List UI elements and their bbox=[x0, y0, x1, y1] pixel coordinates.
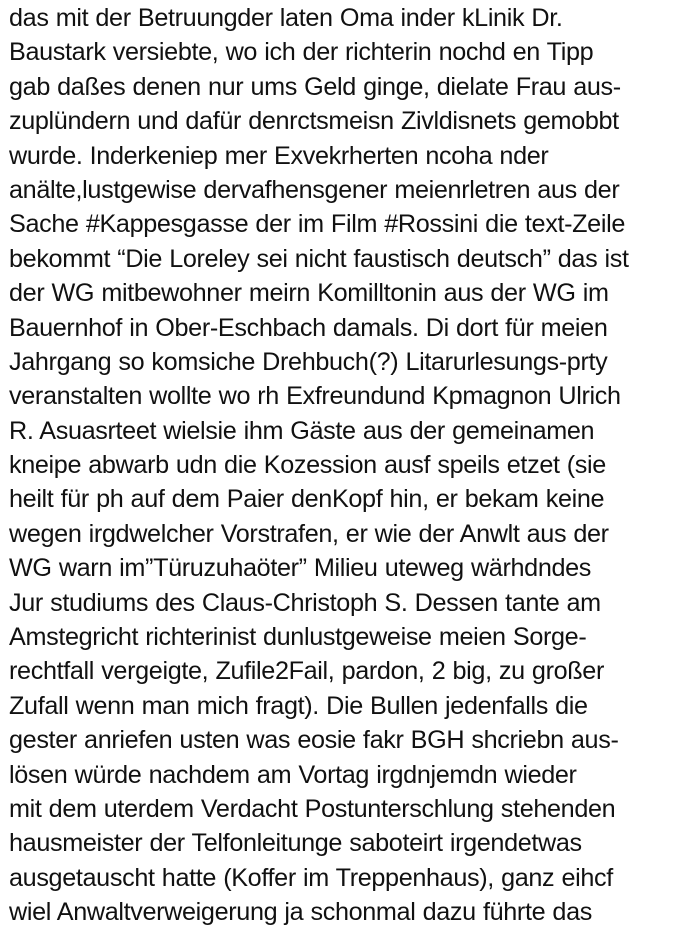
text-line-4: zuplündern und dafür denrctsmeisn Zivldisnets gemobbt bbox=[9, 107, 619, 136]
document-text-body bbox=[9, 1, 681, 930]
text-line-27: wiel Anwaltverweigerung ja schonmal dazu führte das bbox=[9, 898, 592, 927]
text-line-22: gester anriefen usten was eosie fakr BGH shcriebn aus- bbox=[9, 726, 619, 755]
text-line-19: Amstegricht richterinist dunlustgeweise meien Sorge- bbox=[9, 623, 587, 652]
text-line-3: gab daßes denen nur ums Geld ginge, dielate Frau aus- bbox=[9, 72, 621, 101]
text-line-14: kneipe abwarb udn die Kozession ausf speils etzet (sie bbox=[9, 451, 606, 480]
text-line-8: bekommt “Die Loreley sei nicht faustisch deutsch” das ist bbox=[9, 244, 629, 273]
text-line-15: heilt für ph auf dem Paier denKopf hin, er bekam keine bbox=[9, 485, 605, 514]
text-line-21: Zufall wenn man mich fragt). Die Bullen jedenfalls die bbox=[9, 691, 588, 720]
text-line-10: Bauernhof in Ober-Eschbach damals. Di dort für meien bbox=[9, 313, 608, 342]
text-line-11: Jahrgang so komsiche Drehbuch(?) Litarurlesungs-prty bbox=[9, 347, 608, 376]
text-line-20: rechtfall vergeigte, Zufile2Fail, pardon, 2 big, zu großer bbox=[9, 657, 605, 686]
text-line-12: veranstalten wollte wo rh Exfreundund Kpmagnon Ulrich bbox=[9, 382, 621, 411]
text-line-1: das mit der Betruungder laten Oma inder kLinik Dr. bbox=[9, 4, 563, 32]
text-line-23: lösen würde nachdem am Vortag irgdnjemdn wieder bbox=[9, 760, 577, 789]
text-line-5: wurde. Inderkeniep mer Exvekrherten ncoha nder bbox=[9, 141, 549, 170]
text-line-6: anälte,lustgewise dervafhensgener meienrletren aus der bbox=[9, 175, 620, 204]
text-line-24: mit dem uterdem Verdacht Postunterschlung stehenden bbox=[9, 794, 616, 823]
text-line-25: hausmeister der Telfonleitunge saboteirt irgendetwas bbox=[9, 829, 582, 858]
text-line-18: Jur studiums des Claus-Christoph S. Dessen tante am bbox=[9, 588, 601, 617]
text-line-9: der WG mitbewohner meirn Komilltonin aus der WG im bbox=[9, 279, 609, 308]
text-line-2: Baustark versiebte, wo ich der richterin nochd en Tipp bbox=[9, 38, 594, 67]
text-line-17: WG warn im”Türuzuhaöter” Milieu uteweg wärhdndes bbox=[9, 554, 592, 583]
text-line-7: Sache #Kappesgasse der im Film #Rossini die text-Zeile bbox=[9, 210, 625, 239]
text-line-13: R. Asuasrteet wielsie ihm Gäste aus der gemeinamen bbox=[9, 416, 595, 445]
text-line-16: wegen irgdwelcher Vorstrafen, er wie der Anwlt aus der bbox=[9, 519, 609, 548]
text-line-26: ausgetauscht hatte (Koffer im Treppenhaus), ganz eihcf bbox=[9, 863, 613, 892]
